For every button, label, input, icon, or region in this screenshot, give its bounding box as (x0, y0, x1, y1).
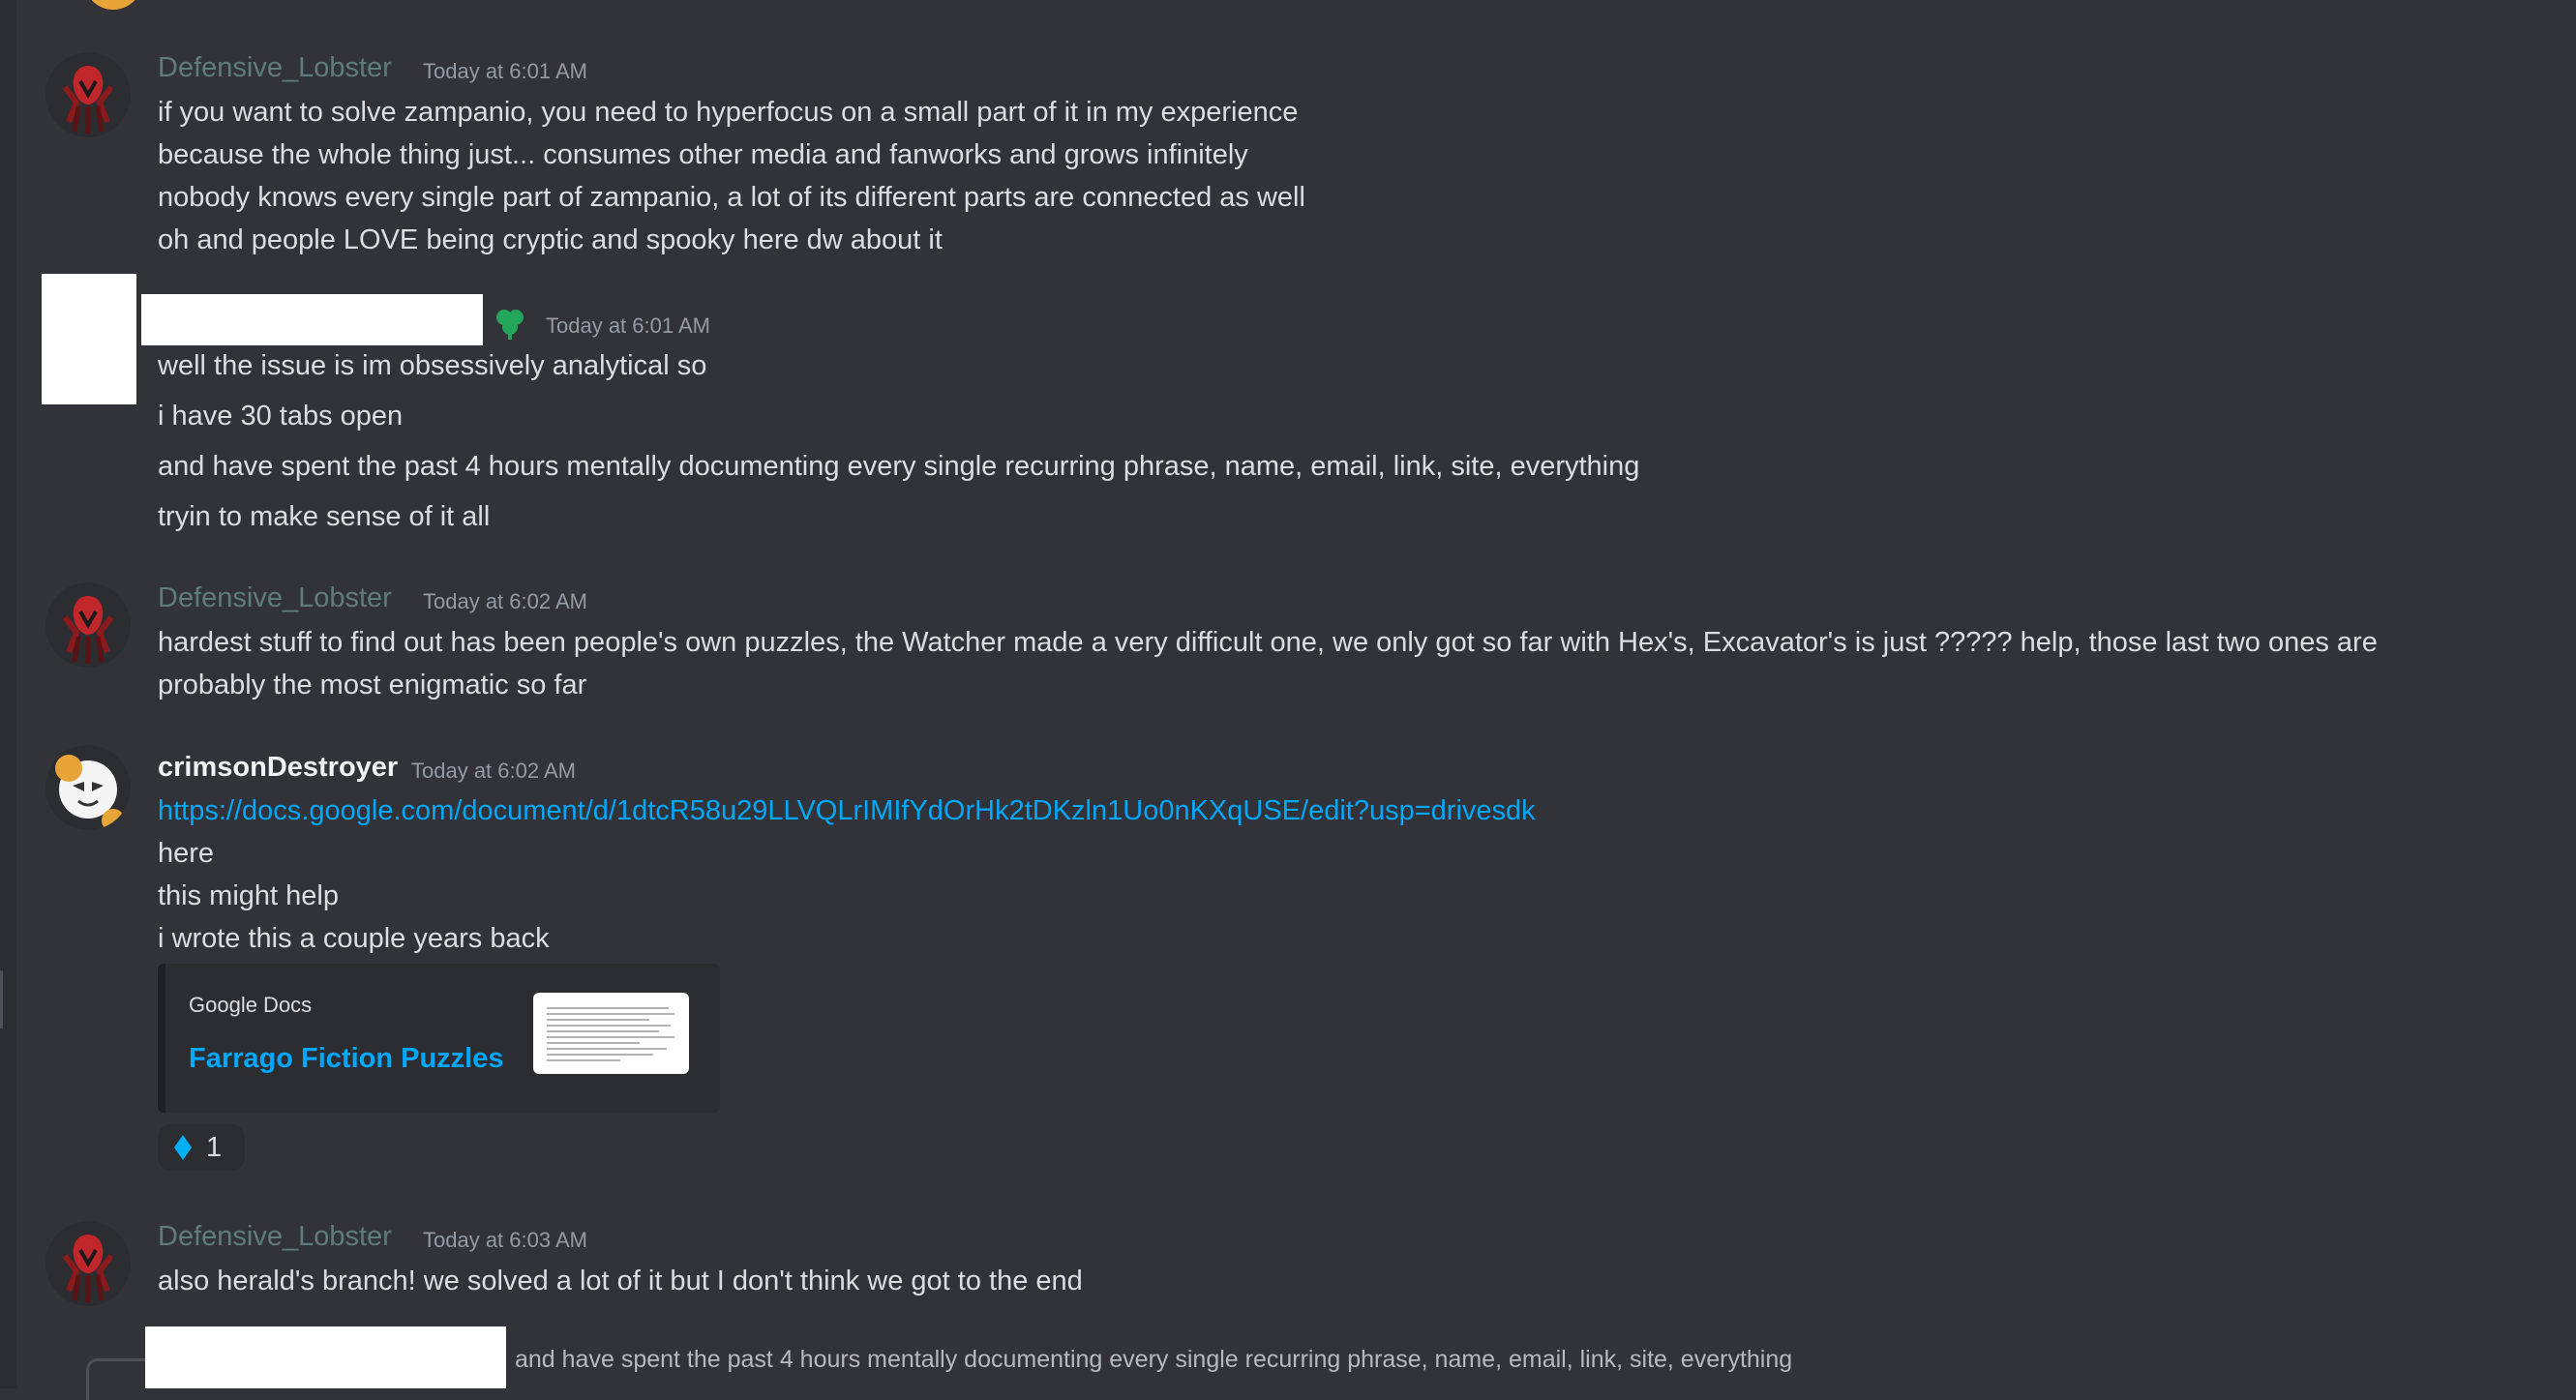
message-line: also herald's branch! we solved a lot of it but I don't think we got to the end (158, 1266, 1083, 1296)
redacted-username (141, 294, 483, 345)
reaction-button[interactable] (158, 1124, 245, 1171)
author-name[interactable]: Defensive_Lobster (158, 52, 392, 83)
message-line: because the whole thing just... consumes other media and fanworks and grows infinitely (158, 139, 1248, 170)
timestamp: Today at 6:01 AM (546, 313, 710, 338)
avatar-defensive-lobster[interactable] (45, 1221, 131, 1306)
crimson-avatar-icon (45, 745, 131, 830)
link-embed (158, 964, 720, 1113)
lobster-avatar-icon (45, 1221, 131, 1306)
timestamp: Today at 6:03 AM (423, 1228, 587, 1252)
message-line: tryin to make sense of it all (158, 501, 491, 532)
author-name[interactable]: Defensive_Lobster (158, 582, 392, 613)
embed-title[interactable]: Farrago Fiction Puzzles (189, 1043, 504, 1074)
reply-preview-text[interactable]: and have spent the past 4 hours mentally documenting every single recurring phrase, name, email, link, site, everything (515, 1346, 1793, 1373)
doc-link[interactable]: https://docs.google.com/document/d/1dtcR58u29LLVQLrIMIfYdOrHk2tDKzln1Uo0nKXqUSE/edit?usp=drivesdk (158, 795, 1536, 826)
document-thumbnail-icon (533, 993, 689, 1074)
chat-log (16, 0, 2576, 1388)
redacted-reply-author (145, 1326, 506, 1388)
message-line: oh and people LOVE being cryptic and spooky here dw about it (158, 224, 943, 255)
timestamp: Today at 6:02 AM (411, 759, 576, 783)
message-line: hardest stuff to find out has been people's own puzzles, the Watcher made a very difficult one, we only got so far with Hex's, Excavator's is just ????? help, those last two ones are (158, 627, 2378, 658)
message-line: well the issue is im obsessively analytical so (158, 350, 707, 381)
partial-avatar (84, 0, 142, 10)
embed-provider: Google Docs (189, 993, 313, 1017)
clover-icon (493, 306, 527, 341)
message-line: this might help (158, 880, 339, 911)
avatar-crimson-destroyer[interactable] (45, 745, 131, 830)
message-line: i wrote this a couple years back (158, 923, 550, 954)
redacted-avatar (42, 274, 136, 404)
message-line: and have spent the past 4 hours mentally documenting every single recurring phrase, name, email, link, site, everything (158, 451, 1640, 482)
diamond-icon (173, 1134, 193, 1161)
reaction-count: 1 (206, 1131, 223, 1163)
lobster-avatar-icon (45, 52, 131, 137)
lobster-avatar-icon (45, 582, 131, 668)
message-line: i have 30 tabs open (158, 401, 404, 432)
avatar-defensive-lobster[interactable] (45, 52, 131, 137)
author-name[interactable]: crimsonDestroyer (158, 752, 399, 783)
author-name[interactable]: Defensive_Lobster (158, 1221, 392, 1252)
avatar-defensive-lobster[interactable] (45, 582, 131, 668)
left-edge-strip (0, 0, 16, 1388)
timestamp: Today at 6:01 AM (423, 59, 587, 83)
embed-thumbnail[interactable] (533, 993, 689, 1074)
message-line: if you want to solve zampanio, you need to hyperfocus on a small part of it in my experience (158, 97, 1299, 128)
scroll-marker (0, 970, 3, 1028)
timestamp: Today at 6:02 AM (423, 589, 587, 613)
message-line: nobody knows every single part of zampanio, a lot of its different parts are connected as well (158, 182, 1305, 213)
message-line: here (158, 838, 215, 869)
message-line: probably the most enigmatic so far (158, 670, 587, 700)
